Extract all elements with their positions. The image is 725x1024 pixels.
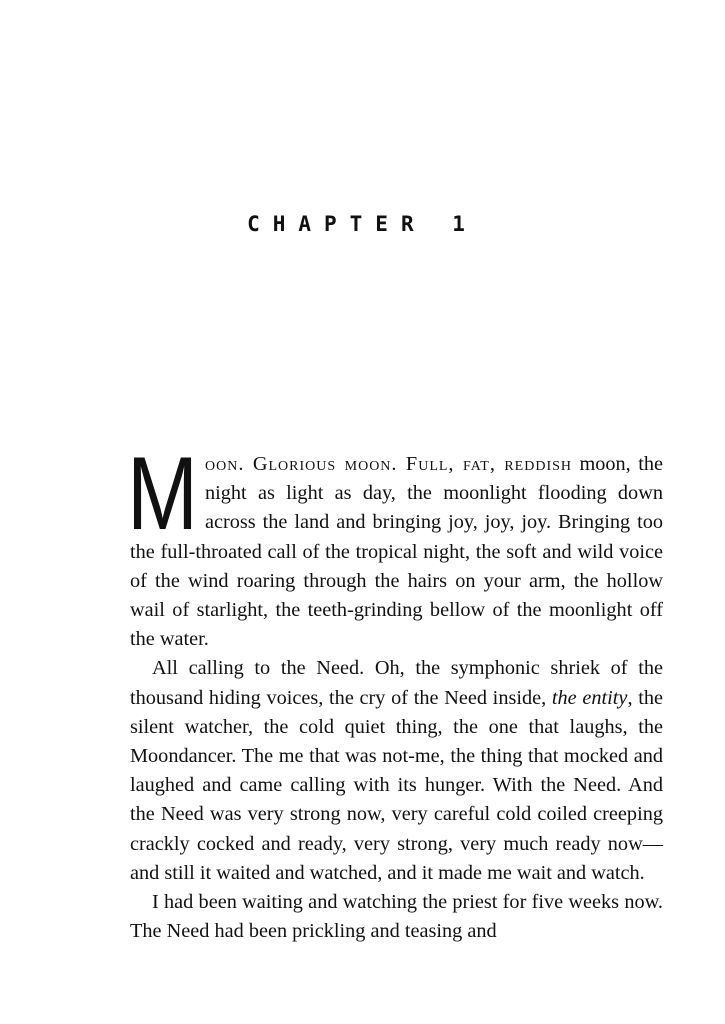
chapter-heading: CHAPTER 1 <box>247 212 478 236</box>
paragraph-3-text: I had been waiting and watching the priest for five weeks now. The Need had been prickling and teasing and <box>130 891 663 943</box>
body-text <box>127 436 663 946</box>
lead-in-smallcaps: oon. Glorious moon. Full, fat, reddish <box>205 453 573 475</box>
paragraph-2-text-after: , the silent watcher, the cold quiet thing, the one that laughs, the Moondancer. The me that was not-me, the thing that mocked and laughed and came calling with its hunger. With the Need. And the Need was very strong now, very careful cold coiled creeping crackly cocked and ready, very strong, very much ready now—and still it waited and watched, and it made me wait and watch. <box>130 686 663 884</box>
drop-cap: M <box>127 436 199 552</box>
paragraph-2 <box>130 654 663 888</box>
paragraph-2-italic: the entity <box>551 686 628 709</box>
paragraph-1 <box>127 436 663 654</box>
paragraph-2-text-before: All calling to the Need. Oh, the symphonic shriek of the thousand hiding voices, the cry of the Need inside, <box>130 657 663 709</box>
paragraph-3 <box>130 888 663 946</box>
paragraph-1-text: moon, the night as light as day, the moonlight flooding down across the land and bringing joy, joy, joy. Bringing too the full-throated call of the tropical night, the soft and wild voice of the wind roaring through the hairs on your arm, the hollow wail of starlight, the teeth-grinding bellow of the moonlight off the water. <box>130 453 663 651</box>
